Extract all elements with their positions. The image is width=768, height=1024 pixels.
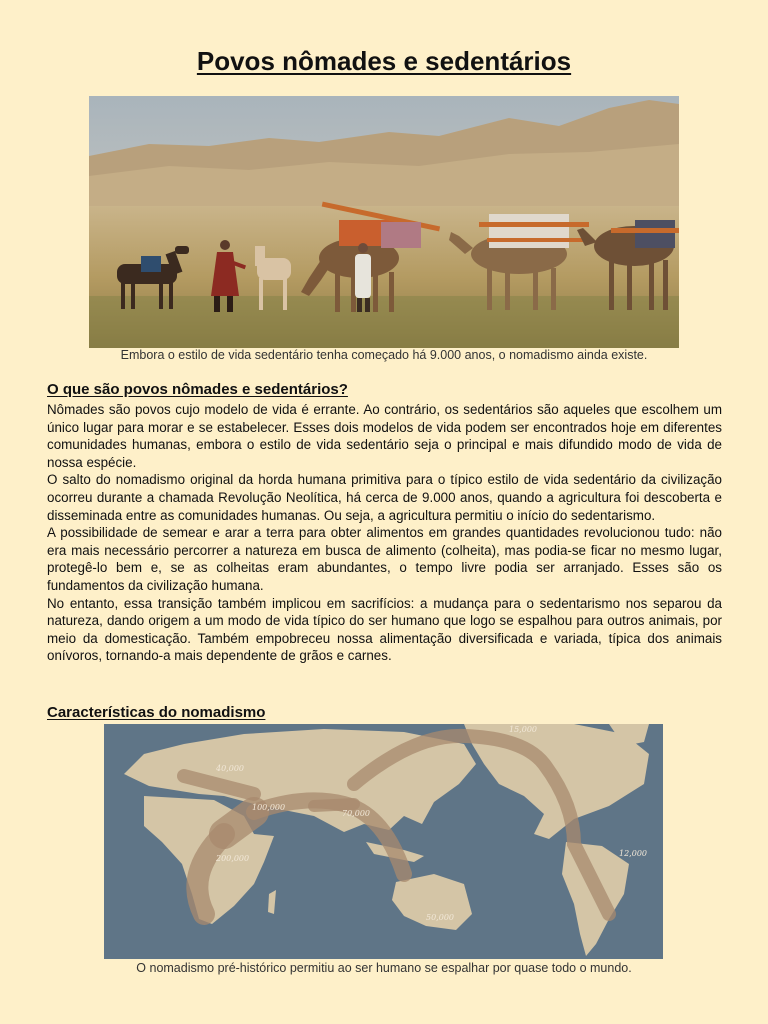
- map-label-50000: 50,000: [426, 913, 454, 922]
- paragraph: O salto do nomadismo original da horda humana primitiva para o típico estilo de vida sedentário da civilização ocorreu durante a chamada Revolução Neolítica, há cerca de 9.000 anos, quando a agricultura foi descoberta e disseminada entre as comunidades humanas. Ou seja, a agricultura permitiu o início do sedentarismo.: [47, 472, 722, 523]
- paragraph: No entanto, essa transição também implicou em sacrifícios: a mudança para o sedentarismo nos separou da natureza, dando origem a um modo de vida típico do ser humano que logo se espalhou para outros animais, por meio da domesticação. Também empobreceu nossa alimentação diversificada e variada, típica dos animais onívoros, tornando-a mais dependente de grãos e carnes.: [47, 595, 722, 664]
- map-label-70000: 70,000: [342, 809, 370, 818]
- map-label-12000: 12,000: [619, 849, 647, 858]
- map-label-100000: 100,000: [252, 803, 286, 812]
- map-caption: O nomadismo pré-histórico permitiu ao ser humano se espalhar por quase todo o mundo.: [136, 961, 632, 975]
- map-label-200000: 200,000: [216, 854, 250, 863]
- nomads-camels-photo: [89, 96, 679, 348]
- section-heading-nomads-sedentary: O que são povos nômades e sedentários?: [47, 381, 348, 398]
- human-migration-map: [104, 724, 663, 959]
- map-label-15000: 15,000: [509, 725, 537, 734]
- paragraph: A possibilidade de semear e arar a terra para obter alimentos em grandes quantidades revolucionou tudo: não era mais necessário percorrer a natureza em busca de alimento (colheita), mas podia-se ficar no mesmo lugar, protegê-lo bem e, se as colheitas eram abundantes, o tempo livre podia ser arranjado. Esses são os fundamentos da civilização humana.: [47, 525, 722, 593]
- photo-caption: Embora o estilo de vida sedentário tenha começado há 9.000 anos, o nomadismo ainda existe.: [120, 348, 648, 362]
- section-heading-nomadism-features: Características do nomadismo: [47, 704, 266, 721]
- paragraph: Nômades são povos cujo modelo de vida é errante. Ao contrário, os sedentários são aqueles que escolhem um único lugar para morar e se estabelecer. Esses dois modelos de vida podem ser encontrados hoje em diferentes comunidades humanas, embora o estilo de vida sedentário seja o principal e mais difundido modo de vida de nossa espécie.: [47, 402, 722, 470]
- section-body: [47, 401, 722, 665]
- page-title: Povos nômades e sedentários: [196, 46, 572, 76]
- map-label-40000: 40,000: [216, 764, 244, 773]
